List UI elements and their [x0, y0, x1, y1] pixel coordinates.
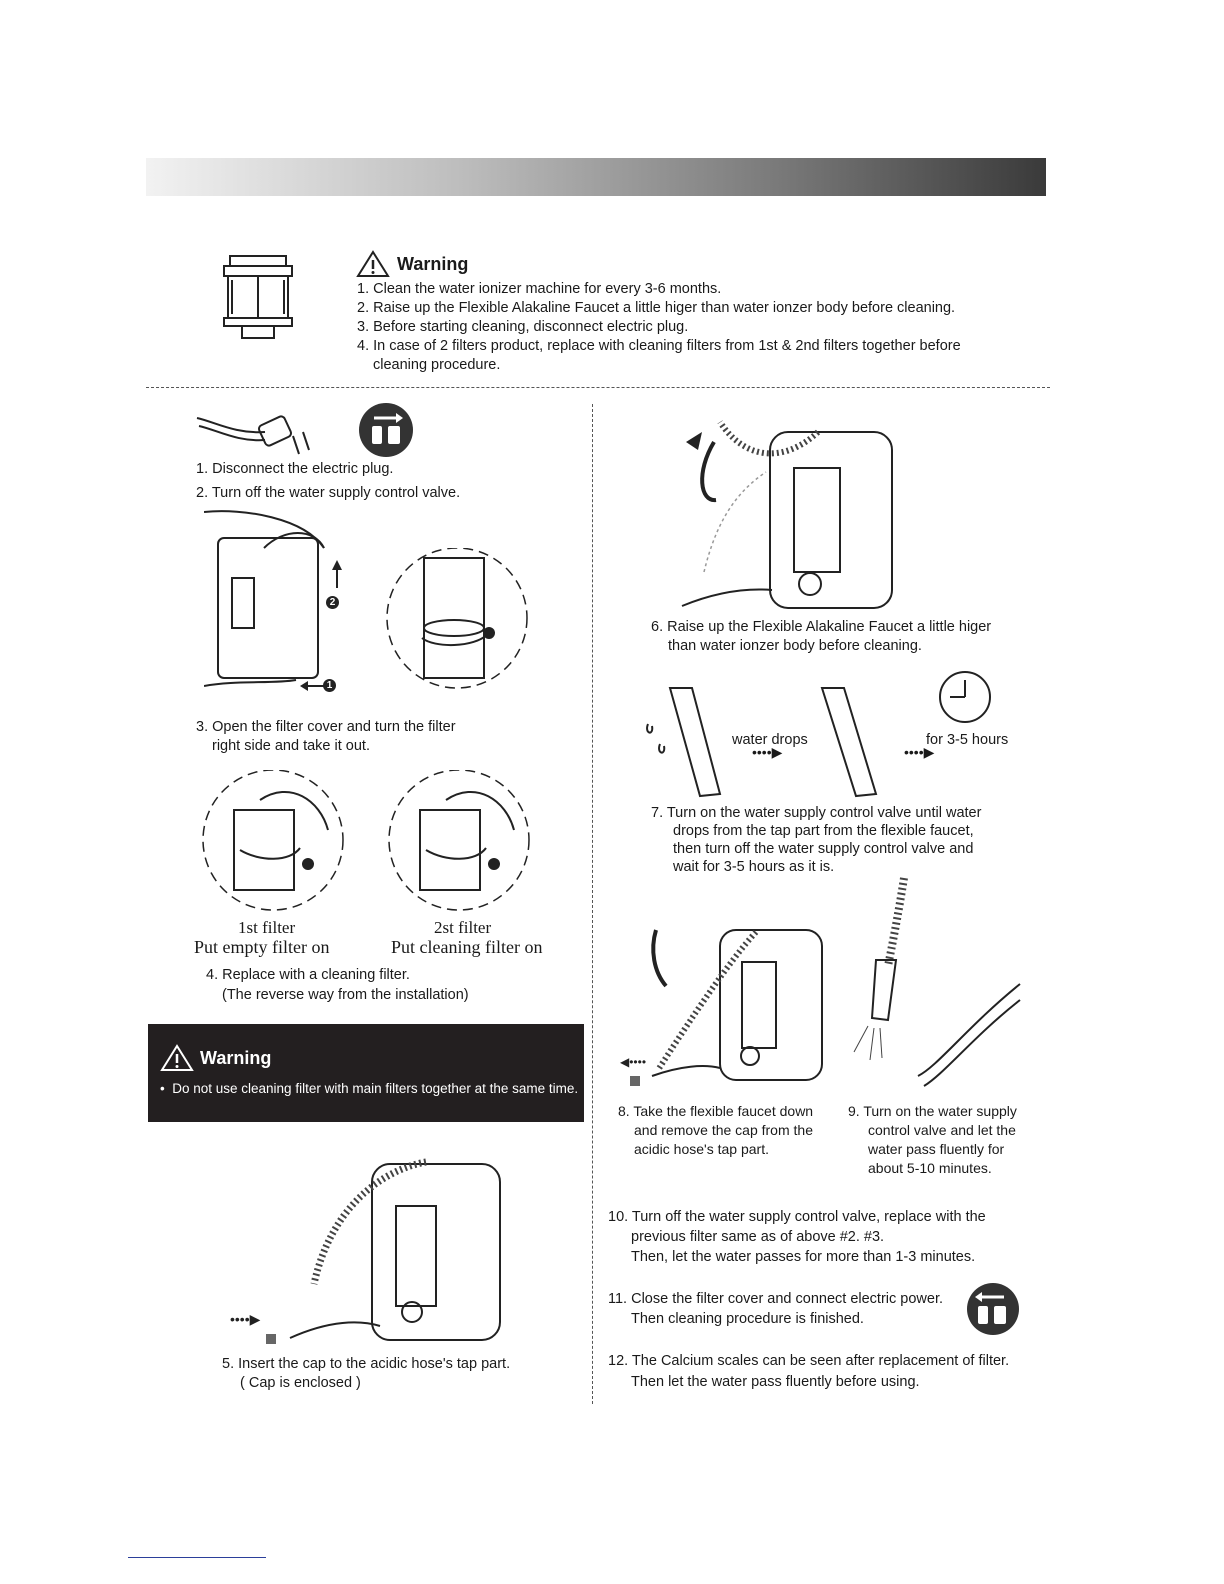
step-10-text-line-3: Then, let the water passes for more than 1-3 minutes.: [631, 1249, 976, 1265]
plug-in-icon: [966, 1282, 1020, 1336]
step-7-text-line-2: drops from the tap part from the flexible faucet,: [673, 823, 974, 839]
water-drops-label: water drops: [732, 732, 808, 748]
step-3-text: 3. Open the filter cover and turn the filter: [196, 719, 456, 735]
warning-item-2: 2. Raise up the Flexible Alakaline Faucet a little higer than water ionzer body before cleaning.: [357, 300, 956, 316]
step-7-text-line-3: then turn off the water supply control valve and: [673, 841, 974, 857]
step-9-text-line-4: about 5-10 minutes.: [868, 1160, 992, 1176]
filter-2-action: Put cleaning filter on: [391, 937, 543, 957]
divider-vertical: [592, 404, 593, 1404]
step-3-text-continued: right side and take it out.: [212, 738, 370, 754]
step-10-text: 10. Turn off the water supply control valve, replace with the: [608, 1209, 986, 1225]
step-8-text-line-2: and remove the cap from the: [634, 1122, 813, 1138]
step-8-text-line-3: acidic hose's tap part.: [634, 1141, 769, 1157]
step-2-text: 2. Turn off the water supply control valve.: [196, 485, 461, 501]
second-filter-illustration: [386, 770, 532, 916]
step-7-text-line-4: wait for 3-5 hours as it is.: [673, 859, 835, 875]
step-9-text-line-3: water pass fluently for: [868, 1141, 1005, 1157]
callout-number: 2: [326, 596, 339, 609]
hours-label: for 3-5 hours: [926, 732, 1009, 748]
warning-box-title: Warning: [200, 1048, 272, 1068]
step-11-text: 11. Close the filter cover and connect electric power.: [608, 1291, 944, 1307]
raise-faucet-illustration: [676, 402, 896, 610]
svg-text:◀••••: ◀••••: [620, 1055, 647, 1069]
svg-text:••••▶: ••••▶: [230, 1311, 261, 1327]
divider-horizontal: [146, 387, 1050, 388]
step-4-text-continued: (The reverse way from the installation): [222, 987, 469, 1003]
warning-item-1: 1. Clean the water ionizer machine for every 3-6 months.: [357, 281, 722, 297]
step-6-text: 6. Raise up the Flexible Alakaline Faucet a little higer: [651, 619, 992, 635]
step-5-text: 5. Insert the cap to the acidic hose's tap part.: [222, 1356, 511, 1372]
filter-2-label: 2st filter: [434, 918, 492, 937]
unplug-icon: [358, 402, 414, 458]
step-7-text: 7. Turn on the water supply control valve until water: [651, 805, 982, 821]
warning-title: Warning: [397, 254, 469, 274]
step-4-text: 4. Replace with a cleaning filter.: [206, 967, 410, 983]
warning-item-4-continued: cleaning procedure.: [373, 357, 501, 373]
warning-triangle-icon: [160, 1044, 194, 1072]
step-10-text-line-2: previous filter same as of above #2. #3.: [631, 1229, 885, 1245]
warning-triangle-icon: [356, 250, 390, 278]
filter-1-label: 1st filter: [238, 918, 296, 937]
callout-number: 1: [323, 679, 336, 692]
filter-1-action: Put empty filter on: [194, 937, 330, 957]
warning-box: [148, 1024, 584, 1122]
step-8-text: 8. Take the flexible faucet down: [618, 1103, 814, 1119]
step-1-text: 1. Disconnect the electric plug.: [196, 461, 394, 477]
clock-icon: [936, 668, 994, 726]
step-6-text-continued: than water ionzer body before cleaning.: [668, 638, 922, 654]
step-5-text-continued: ( Cap is enclosed ): [240, 1375, 361, 1391]
section-header-bar: [146, 158, 1046, 196]
remove-cap-illustration: [620, 900, 830, 1092]
water-flowing-illustration: [848, 876, 1024, 1092]
warning-item-3: 3. Before starting cleaning, disconnect electric plug.: [357, 319, 689, 335]
step-12-text: 12. The Calcium scales can be seen after replacement of filter.: [608, 1353, 1010, 1369]
step-12-text-line-2: Then let the water pass fluently before using.: [631, 1374, 920, 1390]
turn-filter-detail-illustration: [384, 548, 530, 694]
footer-rule: [128, 1557, 266, 1558]
arrow-icon: ••••▶: [904, 744, 935, 760]
step-9-text: 9. Turn on the water supply: [848, 1103, 1017, 1119]
first-filter-illustration: [200, 770, 346, 916]
warning-box-item-text: Do not use cleaning filter with main filters together at the same time.: [172, 1081, 579, 1096]
step-11-text-line-2: Then cleaning procedure is finished.: [631, 1311, 864, 1327]
arrow-icon: ••••▶: [752, 744, 783, 760]
insert-cap-illustration: [230, 1150, 510, 1350]
step-9-text-line-2: control valve and let the: [868, 1122, 1016, 1138]
electric-plug-illustration: [195, 396, 315, 456]
warning-item-4: 4. In case of 2 filters product, replace with cleaning filters from 1st & 2nd filters together before: [357, 338, 961, 354]
faucet-waiting-illustration: [816, 684, 906, 798]
warning-box-item: • Do not use cleaning filter with main filters together at the same time.: [160, 1081, 579, 1096]
cleaning-filter-illustration: [218, 252, 298, 344]
